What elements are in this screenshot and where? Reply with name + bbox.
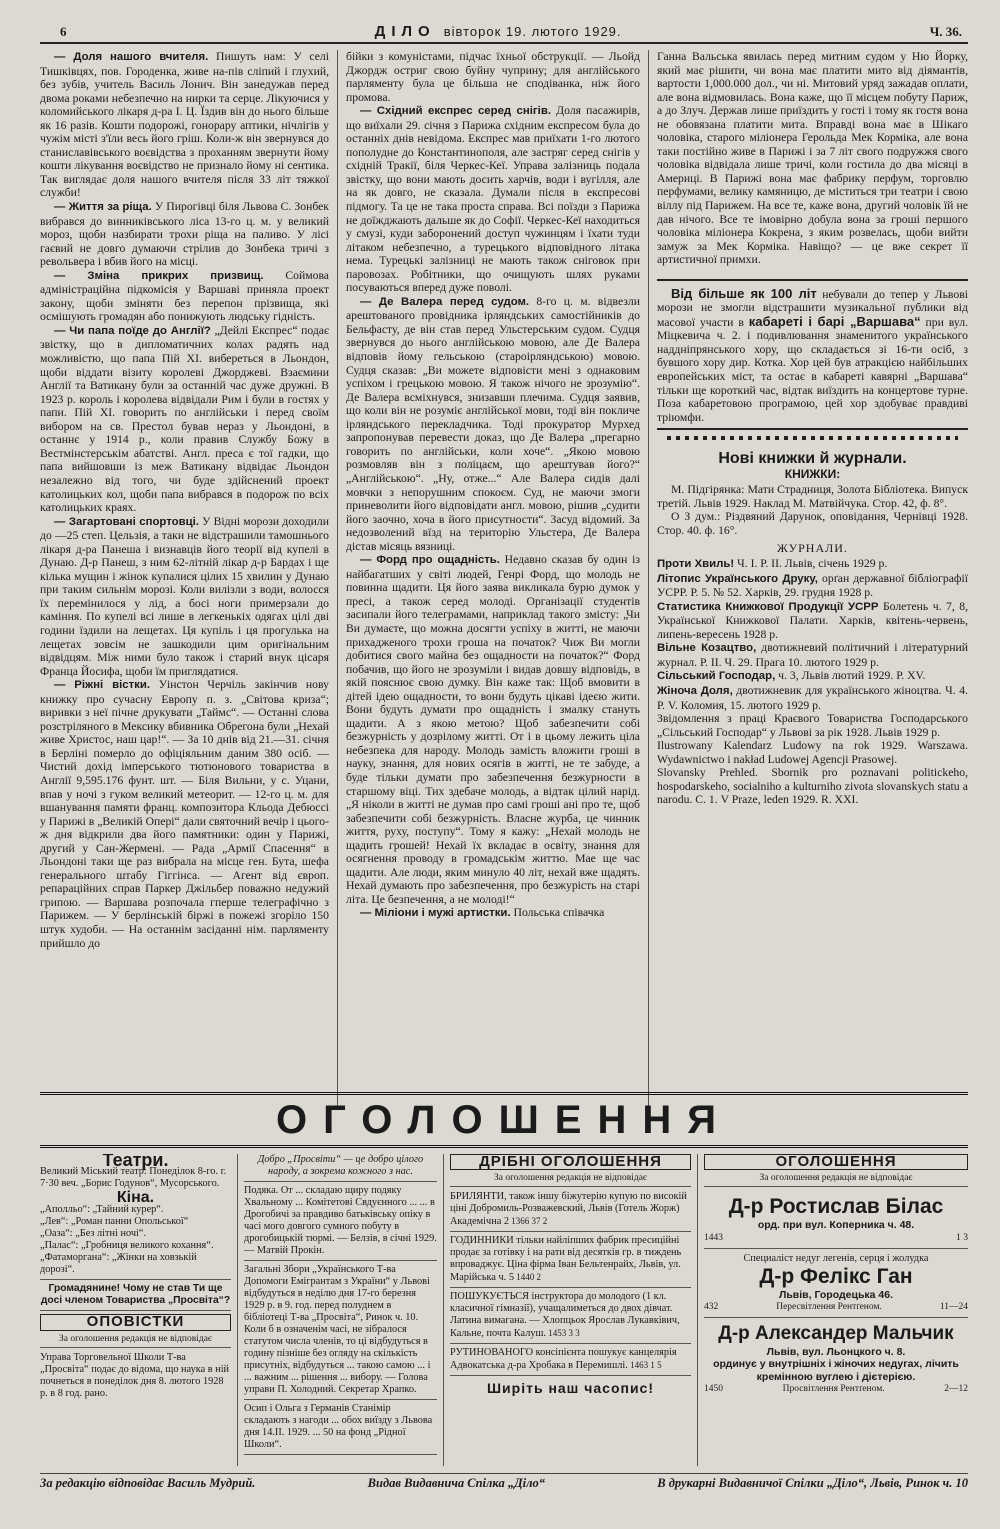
ad-reference [704, 1301, 968, 1313]
news-item-headline: — Життя за ріща. [54, 201, 152, 214]
small-ads-disclaimer: За оголошення редакція не відповідає [450, 1172, 691, 1187]
journal-entry [657, 641, 968, 669]
small-ad-text: БРИЛЯНТИ, також іншу біжутерію купую по високій ціні Добромиль-Розважевский, Львів (Готель Жорж) Академічна 2 [450, 1191, 687, 1228]
notices-title: ОПОВІСТКИ [40, 1314, 231, 1330]
news-item-headline: — Міліони і мужі артистки. [360, 907, 511, 920]
journal-details: Звідомлення з праці Краєвого Товариства Господарського „Сільський Господар“ у Львові за рік 1928. Львів 1929 р. [657, 712, 968, 739]
small-ad-text: ГОДИННИКИ тільки найліпших фабрик пресиційні продає за готівку і на рати від десятків гр. в тиждень впроваджує. Ціна фірма Іван Бельтенрайх, Львів, ул. Марійська ч. 5 [450, 1235, 682, 1284]
doctor-specialty: Специаліст недуг легенів, серця і жолудка [743, 1252, 929, 1264]
journal-entry [657, 739, 968, 766]
journals-subheading: ЖУРНАЛИ. [777, 540, 848, 555]
personal-notice: Осип і Ольга з Германів Станімір складають з нагоди ... обох виїзду з Львова дня 14.II. 1929. ... 50 на фонд „Рідної Школи“. [244, 1403, 437, 1455]
journal-entry [657, 600, 968, 642]
news-item [40, 269, 329, 324]
doctor-name: Д-р Фелікс Ган [759, 1264, 913, 1288]
issue-date: вівторок 19. лютого 1929. [443, 24, 622, 39]
doctor-address: орд. при вул. Коперника ч. 48. [757, 1219, 915, 1232]
ad-reference [704, 1383, 968, 1395]
page-header [40, 22, 968, 44]
journal-title: Проти Хвиль! [657, 558, 735, 571]
small-ads-title: ДРІБНІ ОГОЛОШЕННЯ [450, 1154, 691, 1170]
news-item-text: У Пирогівці біля Львова С. Зонбек вибрався до винниківського ліса 13-го ц. м. у великий мороз, щоби назбирати трохи ріща на паливо. У лісі гаєвий не довго думаючи стрілив до Зонбека тричі з револьвера і вбив його на місці. [40, 200, 329, 269]
news-item [40, 50, 329, 200]
news-item-text: бійки з комуністами, підчас їхньої обструкції. — Льойд Джордж остриг свою буйну чуприну; для англійського парляменту була це більша не сподіванка, ніж його промова. [346, 50, 640, 104]
ad-ref-number: 432 [704, 1302, 719, 1313]
article-columns [40, 50, 968, 1108]
ad-kabaret-varshava [657, 279, 968, 430]
journal-entry [657, 572, 968, 600]
news-item-headline: — Ріжні вістки. [54, 679, 151, 692]
journal-title: Жіноча Доля, [657, 684, 733, 697]
small-ad-ref: 1453 3 3 [545, 1328, 580, 1339]
ad-ref-number: 1450 [704, 1383, 723, 1394]
footer-printer: В друкарні Видавничої Спілки „Діло“, Львів, Ринок ч. 10 [657, 1476, 968, 1490]
journal-title: Літопис Українського Друку, [657, 572, 818, 585]
prosvita-call: Громадянине! Чому не став Ти ще досі членом Товариства „Просвіта“? [40, 1283, 231, 1311]
journal-title: Вільне Козацтво, [657, 642, 757, 655]
theatres-title: Театри. [102, 1154, 169, 1170]
ad-kabaret-text-2: при вул. Міцкевича ч. 2. і подивлювання знаменитого українського наддніпрянського хору, що складається зі 16-ти осіб, з бувшого хору дир. Котка. Хор цей був атракцією найбільших европейських міст, та остає в кабареті кавярні „Варшава“ тільки ще короткий час, відтак виїздить на концертове турне. Поза кабаретовою програмою, цей хор здобуває правдиві тріюмфи. [657, 315, 968, 424]
book-entry: О З дум.: Різдвяний Дарунок, оповідання, Чернівці 1928. Стор. 40. ф. 16°. [657, 510, 968, 537]
book-entry: М. Підгірянка: Мати Страдниця, Золота Бібліотека. Випуск третій. Львів 1929. Наклад М. Матвійчука. Стор. 42, ф. 8°. [657, 483, 968, 510]
news-item-text: Соймова адміністраційна підкомісія у Варшаві приняла проект закону, щоби зміняти без перепон прізвища, які осмішують громадян або понижують людську гідність. [40, 268, 329, 324]
news-item-headline: — Доля нашого вчителя. [54, 51, 209, 63]
ad-kabaret-name: кабареті і барі „Варшава“ [748, 313, 921, 329]
ad-ref-run: 2—12 [944, 1383, 968, 1394]
news-item [40, 200, 329, 269]
ad-ref-run: 1 3 [956, 1232, 968, 1243]
ad-ref-run: 11—24 [939, 1302, 968, 1313]
news-item-headline: — Східний експрес серед снігів. [360, 105, 552, 118]
news-item [346, 295, 640, 553]
ads-column-theatres [40, 1154, 238, 1466]
small-ads-list [450, 1191, 691, 1376]
journal-details: Ilustrowany Kalendarz Ludowy na rok 1929. Warszawa. Wydawnictwo i nakład Ludowej Agencji Prasowej. [657, 739, 968, 766]
news-item-text: 8-го ц. м. відвезли арештованого провідника ірляндських самостійників до Бельфасту, де він став перед Ульстерським судом. Судця звернувся до нього англійською мовою, але Де Валера відповів йому гельською (староірляндською) мовою. Судця сказав: „Ви можете відповісти мені з однаковим успіхом і грецькою мовою. Я також нічого не зрозумію“. Де Валера всміхнувся, знизавши плечима. Судця заявив, що коли він не розуміє англійської мови, тоді він покличе ірляндського перекладчика. Тоді прокурaтор Мурхед запропонував перевести доказ, що Де Валера „прегарно говорить по англійськи, коли хоче“. „Якою мовою розмовляв він з поліцаєм, що арештував його?“ „Англійською“. „Ну, отже...“ Але Валера сидів далі мовчки з непорушним спокоєм. Суд, не маючи змоги приневолити його відповідати англ. мовою, рішив „судити його заочно, хоча в його присутности“. Засуд відомий. За недозволений вїзд на територію Ульстера, Де Валера дістав місяць вязниці. [346, 294, 640, 553]
share-slogan: Ширіть наш часопис! [486, 1380, 655, 1397]
theatres-text: Великий Міський театр: Понеділок 8-го. г. 7·30 веч. „Борис Годунов“, Мусорського. [40, 1166, 227, 1190]
journal-details: Ч. І. Р. ІІ. Львів, січень 1929 р. [734, 557, 888, 571]
ads-columns [40, 1154, 968, 1466]
journal-details: орґан державної бібліографії УСРР. Р. 5. № 52. Харків, 29. грудня 1928 р. [657, 571, 968, 600]
footer-editor: За редакцію відповідає Василь Мудрий. [40, 1476, 256, 1490]
personal-notice: Загальні Збори „Українського Т-ва Допомоги Емігрантам з України“ у Львові відбудуться в неділю дня 17-го березня 1929 р. в 9. год. перед полуднем в бібліотеці Т-ва „Просвіта“, Ринок ч. 10. Коли б в означенім часі, не зібралося статутом числа членів, то ці відбудуться в годину пізніше без огляду на скількість присутніх, відбудуться ... такою самою ... і ... важним ... рішення ... вибору. — Голова управи П. Холодний. Секретар Храпко. [244, 1264, 437, 1400]
masthead [375, 23, 622, 40]
ads-column-notices [238, 1154, 444, 1466]
ad-reference [704, 1232, 968, 1244]
journal-details: двотижневик для українського жіноцтва. Ч. 4. Р. V. Коломия, 15. лютого 1929 р. [657, 683, 968, 712]
small-ad [450, 1191, 691, 1232]
small-ad [450, 1235, 691, 1288]
ad-doctor-gan [704, 1249, 968, 1318]
journal-title: Сільський Господар, [657, 670, 776, 683]
column-2 [338, 50, 649, 1108]
news-item-headline: — Де Валера перед судом. [360, 295, 530, 308]
small-ad-text: РУТИНОВАНОГО консіпієнта пошукує канцелярія Адвокатська д-ра Хробака в Перемишлі. [450, 1347, 677, 1372]
small-ad [450, 1347, 691, 1376]
cinema-listing: „Фатаморгана“: „Жінки на ховзькій дорозі“. [40, 1252, 197, 1276]
journal-details: двотижневий політичний і літературний журнал. Р. ІІ. Ч. 29. Прага 10. лютого 1929 р. [657, 641, 968, 669]
doctor-name: Д-р Ростислав Білас [728, 1195, 944, 1219]
news-item-text: У Відні морози доходили до —25 степ. Цельзія, а таки не відстрашили тамошнього лікаря д-ра Панеша і визнавців його теорії від купелі в Дунаю. Д-р Панеш, з ним 62-літній лікар д-р Бардах і ще кілька мущин і жінок купалися цілих 15 хвилин у Дунаю при таким сильнім морозі. Коли вилізли з води, волосся їх перемінилося у лід, а босі ноги примерзали до каміння. По купелі всі лише в легкенькіх одягах цілі дві години їздили на лещетах. Ця купіль і ця прогулька на лещетах зовсім не зашкодили цим оригінальним відвідцям. Між ними було також і старий внук цісаря Франца Йосифа, щоби їм приглядатися. [40, 514, 329, 678]
personal-notice: Подяка. От ... складаю щиру подяку Хвальному ... Комітетові Свдуєнного ... ... в Дрогобичі за правдиво батьківську опіку в часі мого довгого сумного побуту в дрогобицькій тюрмі. — Белзів, в січні 1929. — Матвій Прокін. [244, 1185, 437, 1261]
ads-column-doctors [698, 1154, 968, 1466]
personal-notices [244, 1185, 437, 1455]
ad-doctor-malchyk [704, 1318, 968, 1399]
ad-kabaret-text-1: небували до тепер у Львові морози не змогли відстрашити музикальної публики від масової участи в [657, 287, 968, 329]
journal-entry [657, 684, 968, 712]
journals-list [657, 557, 968, 807]
issue-number: Ч. 36. [929, 24, 962, 39]
page-footer [40, 1473, 968, 1491]
prosvita-slogan: Добро „Просвіти“ — це добро цілого народу, а зокрема кожного з нас. [244, 1154, 437, 1182]
ad-ref-number: 1443 [704, 1232, 723, 1243]
doctor-address: Львів, вул. Льонцкого ч. 8. [766, 1346, 906, 1359]
books-subheading: КНИЖКИ: [784, 466, 841, 481]
ads-banner [40, 1092, 968, 1148]
news-item-text: „Дейлі Експрес“ подає звістку, що в дипломатичних колах радять над можливістю, що папа Пій XI. вибереться в Льондон, щоби віддати візиту королеві Джорджеві. Взаємини Англії та Ватикану були за останній час дуже дружні. В 1923 р. король і королева відвідали Рим і були в гостях у папи. Пій XI. говорить по англійськи і перед своїм вибором на св. Престол бував неpаз у Льондоні, в останнє у 1914 р., коли правив Службу Божу в Вестмінстерськім абатстві. Англ. преса є тої гадки, що папа вийшовши із меж Ватикану відвідає Льондон незалежно від того, чи буде здійснений проект католицьких кол, щоби папа вибрався в подорож по всіх католицьких краях. [40, 323, 329, 515]
column-1 [40, 50, 338, 1108]
right-ads-disclaimer: За оголошення редакція не відповідає [704, 1172, 968, 1187]
ad-doctor-bilas [704, 1191, 968, 1248]
cinema-title: Кіна. [116, 1189, 155, 1207]
cinema-listing: „Оаза“: „Без літні ночі“. [40, 1228, 147, 1240]
ad-kabaret-headline: Від більше як 100 літ [671, 285, 817, 301]
news-item [346, 50, 640, 104]
dotted-divider [667, 436, 958, 440]
notices-disclaimer: За оголошення редакція не відповідає [40, 1333, 231, 1348]
journal-entry [657, 766, 968, 807]
small-ad-ref: 1463 1 5 [627, 1360, 662, 1371]
journal-entry [657, 712, 968, 739]
small-ad-ref: 1366 37 2 [509, 1216, 548, 1227]
news-item-text: Доля пасажирів, що виїхали 29. січня з Парижа східним експресом була до останніх днів невідома. Експрес мав приїхати 1-го лютого пополудне до Константинополя, але застряг серед снігів у східній Тракії, біля Черкес-Кеї. Управа залізниць подала звістку, що вони мають досить харчів, води і вугілля, але на як довго, не сказала. Думали після в експресові підмогу. Та це не така простa справа. Всі поїзди з Парижа не доїжджають дальше як до Софії. Черкес-Кеї находиться у смузі, куди заборонений доступ чужинцям і їхати туди літаком небезпечно, а турецького відповідного літака нема. Турецькі залізниці не мають також сніговок при паровозах. Робітники, що очищують шлях руками посуваються вперед дуже поволі. [346, 104, 640, 295]
news-item-headline: — Форд про ощадність. [360, 554, 500, 567]
news-item-headline: — Зміна прикрих призвищ. [54, 269, 264, 282]
news-item [40, 515, 329, 679]
small-ad [450, 1291, 691, 1344]
news-item-text: Пишуть нам: У селі Тишківцях, пов. Городенка, живе на-пів сліпий і глухий, без зубів, учитель Василь Лонич. Він занедужав перед двома роками небезпечно на нирки та серце. Лікуючися у коломийського лікаря д-ра І. Ц. Їздив він до нього більше як 16 разів. Кошти подорожі, гонорару аптики, нічлігів у чужім місті з'їли весь його гріш. Коли-ж він звернувся до станиславівського воєвідства з проханням звернути йому кошти лікування воєвідство не признало йому ні ceнтика. Так виглядає доля нашого вчителя після 33 літ тяжкої служби! [40, 50, 330, 200]
journal-title: Статистика Книжкової Продукції УСРР [657, 600, 879, 613]
news-item-text: Уінстон Черчіль закінчив нову книжку про сучасну Европу п. з. „Світова криза“; виривки з неї пічне друкувати „Таймс“. — Останні слова розстріляного в Мексику вбивника Обрегона були „Нехай живе Христос, наш цар!“. — За 10 днів від 21.—31. січня в Берліні померло до офіціяльним даним 380 осіб. — Чистий дохід імперського тютюнового товариства в Англії 9,595.176 фунт. шт. — Біля Вильни, у с. Уцани, впав у ночі з гуком великий метеорит. — 12-го ц. м. для вшанування памяти франц. композитора Кльода Дебюссі у Парижі в „Великій Опері“ дали святочний вечір і цього-ж дня відкрили два його памятники: один у Парижі, другий у Сан-Жермені. — Рада „Армії Спасення“ в Льондоні таки ще раз вибрала на місце ген. Бута, шефа генерального штабу Гіггінса. — Агент від європ. репараційних справ Паркер Джільбер поважно недужий грипою. — Варшава розпочала гперше телеграфічно з Парижем. — У берлінській біржі в пожежі згоріло 150 штук худоби. — На останнім засіданні нім. парляменту прийшло до [40, 678, 329, 950]
page-number: 6 [60, 24, 67, 39]
ads-banner-title: ОГОЛОШЕННЯ [276, 1097, 732, 1142]
cinema-list [40, 1204, 231, 1280]
doctor-address: Львів, Городецька 46. [778, 1288, 894, 1301]
news-item-headline: — Чи папа поїде до Англії? [54, 324, 211, 337]
ads-column-small [444, 1154, 698, 1466]
news-item [40, 678, 329, 950]
news-item [346, 104, 640, 295]
news-item-text: Польська співачка [510, 906, 605, 920]
news-item [40, 324, 329, 515]
doctor-name: Д-р Александер Мальчик [718, 1323, 954, 1345]
small-ad-text: ПОШУКУЄТЬСЯ інструктора до молодого (1 кл. класичної гімназії), учащалиметься до двох дівчат. Латина вимагана. — Хлопцьок Ярослав Лукавківич, Кальне, почта Калуш. [450, 1291, 680, 1340]
news-item [346, 906, 640, 921]
journal-entry [657, 669, 968, 684]
column-3 [649, 50, 968, 1108]
news-item-text: Недавно сказав бу один із найбагатших у світі людей, Генрі Форд, що молодь не повинна щадити. Ця його заява викликала бурю думок у пресі, а також серед молоді. Організації студентів засипали його телеграмами, наприклад такого змісту: „Чи Ви думаєте, що можна досягти успіху в житті, не маючи прихадженого трохи гроша на початок? Чиж Ви могли добитися свого майна без ощадности на початок?“ Форд побачив, що його не зрозуміли і видав довшу відповідь, в якій пояснює свою думку. Він каже так: Щоб вмовити в дітей ідею ощадности, то вони будуть цікаві ідеєю жити. Вони будуть думати про ощадність і змалку стануть щадити. А з якою метою? Щоб забезпечити собі безжурність у дозрілому житті. От і в цьому лежить ціла небезпека для народу. Молодь замість вложити гроші в науку, знання, для нових осягів в житті, не те забуде, а буде тільки думати про забезпечення безжурности в старшому віці. Тих здебаче молодь, а відтак цілий нарід. „Я ніколи в житті не думав про самі гроші ані про те, щоб забезпечити собі безжурність. Власне журба, це чинник життя, руху, поступу“. Тому я кажу: „Нехай молодь не щадить грошей! Нехай їх вкладає в освіту, знання для осягнення проводу в громадськім життю. Мае ще час щадити. Але люди, яким минуло 40 літ, нехай вже щадять. Нехай думають про забезпечення, про безжурість на старі літа. Це безпечення, а не молоді!“ [346, 553, 640, 906]
newspaper-title: ДІЛО [374, 23, 436, 40]
news-item-headline: — Загартовані спортовці. [54, 515, 199, 528]
notice-item: Управа Торговельної Школи Т-ва „Просвіта“ подає до відома, що наука в ній почнеться в понеділок дня 8. лютого 1928 р. в 8 год. рано. [40, 1351, 230, 1399]
news-item [346, 553, 640, 906]
journal-details: ч. 3, Львів лютий 1929. Р. XV. [775, 669, 926, 683]
right-ads-title: ОГОЛОШЕННЯ [704, 1154, 968, 1170]
journal-details: Slovansky Prehled. Sbornik pro poznavani politickeho, hospodarskeho, socialniho a kulturniho zivota slovanskych statu a narodu. С. 1. V Praze, leden 1929. R. XXI. [657, 766, 968, 807]
journal-entry [657, 557, 968, 572]
footer-publisher: Видав Видавнича Спілка „Діло“ [367, 1476, 546, 1490]
ad-ref-note: Пересвітлення Рентґеном. [776, 1302, 882, 1313]
cinema-listing: „Палас“: „Гробниця великого кохання“. [40, 1240, 214, 1252]
small-ad-ref: 1440 2 [513, 1272, 541, 1283]
article-walska-continued: Ганна Вальська явилась перед митним судом у Ню Йорку, який має рішити, чи вона має платити мито від діямантів, вартости 1,000.000 дол., чи ні. Митовий уряд зажадав оплати, але вона відмовилась. Вона каже, що її місцем побуту Париж, а до Злуч. Держав лише приїздить у гості і тому як гостя вона не обовязана платити мита. Вправді вона має в Шікаго чоловіка, старого міліонера Герольда Мек Корміка, але вона таки постійно живе в Парижі і за 7 літ свого подружжя свого чоловіка відвідала лише тричі, коли гостила до два місяці в Америці. В Парижі вона має фабрику перфум, торговлю перфумами, велику камяницю, де міститься три театри і свою віллу під Парижем. На все те, каже вона, другий чоловік їй не дав нічого. Все те імовірно добула вона за гроші першого чоловіка міліонера Кокрена, з яким розвелась, щоби вийти замуж за Мек Корміка. Навіщо? — це вже секрет її артистичної примхи. [657, 50, 968, 267]
cinema-listing: „Лев“: „Роман панни Опольської“ [40, 1216, 189, 1228]
books-section-title: Нові книжки й журнали. [718, 450, 907, 468]
doctor-description: ординує у внутрішніх і жіночих недугах, лічить кремінною вуглею і дієтерією. [713, 1358, 959, 1383]
ad-ref-note: Просвітлення Рентґеном. [782, 1383, 885, 1394]
advertisements-section [40, 1092, 968, 1466]
journal-details: Болетень ч. 7, 8, Української Книжкової Палати. Харків, квітень-червень, липень-вересень 1928 р. [657, 599, 968, 641]
cinema-listing: „Аполльо“: „Тайний курер“. [40, 1204, 164, 1216]
